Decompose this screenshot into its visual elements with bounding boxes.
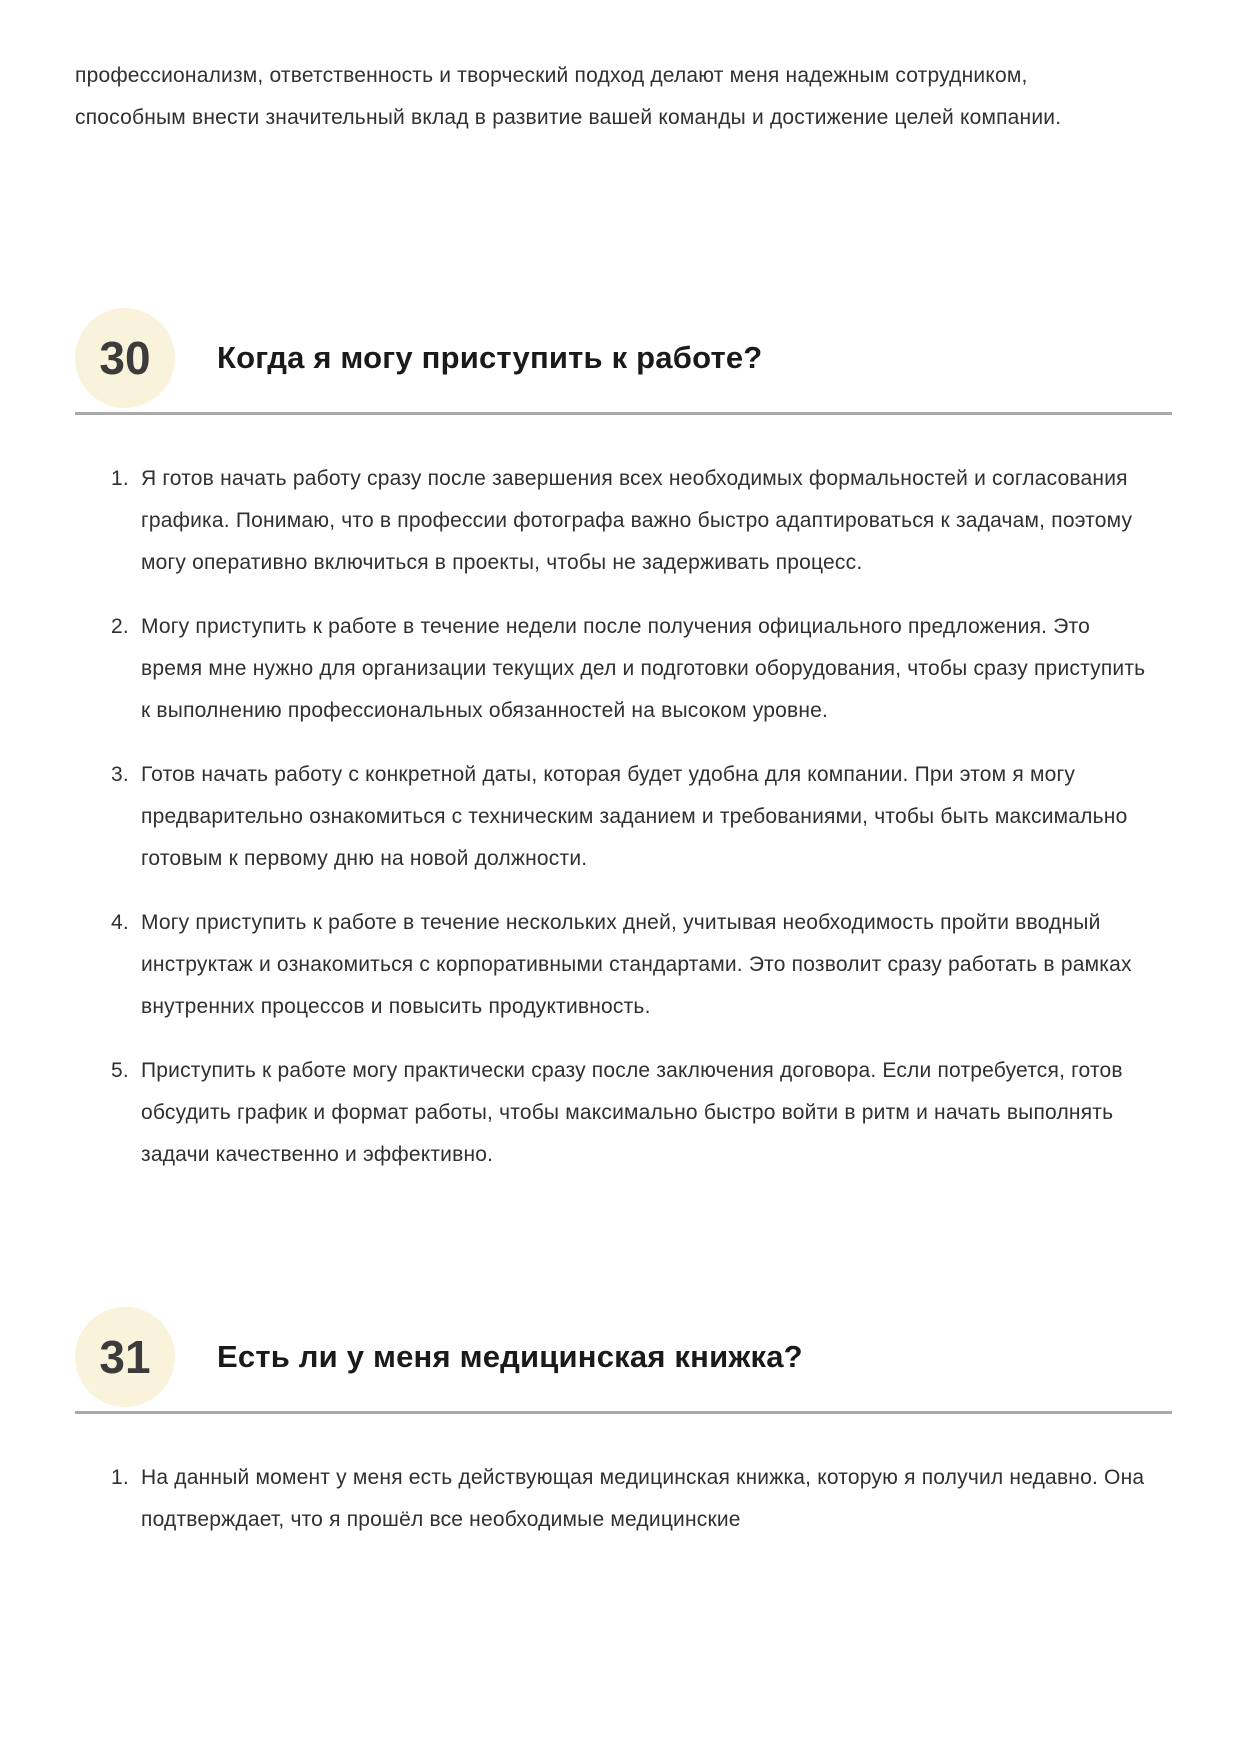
question-section-30 (75, 308, 1172, 1176)
section-header (75, 308, 1172, 408)
answer-item: 5. Приступить к работе могу практически сразу после заключения договора. Если потребуется, готов обсудить график и формат работы, чтобы максимально быстро войти в ритм и начать выполнять задачи качественно и эффективно. (135, 1050, 1147, 1176)
question-title: Когда я могу приступить к работе? (217, 340, 763, 375)
answer-item: 1. На данный момент у меня есть действующая медицинская книжка, которую я получил недавно. Она подтверждает, что я прошёл все необходимые медицинские (135, 1457, 1147, 1541)
question-section-31 (75, 1307, 1172, 1541)
question-title: Есть ли у меня медицинская книжка? (217, 1339, 803, 1374)
section-header (75, 1307, 1172, 1407)
question-number: 31 (99, 1331, 151, 1383)
question-number: 30 (99, 332, 151, 384)
answers-list (107, 1457, 1147, 1541)
intro-paragraph: профессионализм, ответственность и творческий подход делают меня надежным сотрудником, способным внести значительный вклад в развитие вашей команды и достижение целей компании. (75, 64, 1062, 129)
question-number-badge (75, 308, 175, 408)
answer-item: 1. Я готов начать работу сразу после завершения всех необходимых формальностей и согласования графика. Понимаю, что в профессии фотографа важно быстро адаптироваться к задачам, поэтому могу оперативно включиться в проекты, чтобы не задерживать процесс. (135, 458, 1147, 584)
answer-item: 2. Могу приступить к работе в течение недели после получения официального предложения. Это время мне нужно для организации текущих дел и подготовки оборудования, чтобы сразу приступить к выполнению профессиональных обязанностей на высоком уровне. (135, 606, 1147, 732)
answer-item: 4. Могу приступить к работе в течение нескольких дней, учитывая необходимость пройти вводный инструктаж и ознакомиться с корпоративными стандартами. Это позволит сразу работать в рамках внутренних процессов и повысить продуктивность. (135, 902, 1147, 1028)
section-divider (75, 1411, 1172, 1414)
answers-list (107, 458, 1147, 1176)
section-divider (75, 412, 1172, 415)
question-number-badge (75, 1307, 175, 1407)
answer-item: 3. Готов начать работу с конкретной даты, которая будет удобна для компании. При этом я могу предварительно ознакомиться с техническим заданием и требованиями, чтобы быть максимально готовым к первому дню на новой должности. (135, 754, 1147, 880)
